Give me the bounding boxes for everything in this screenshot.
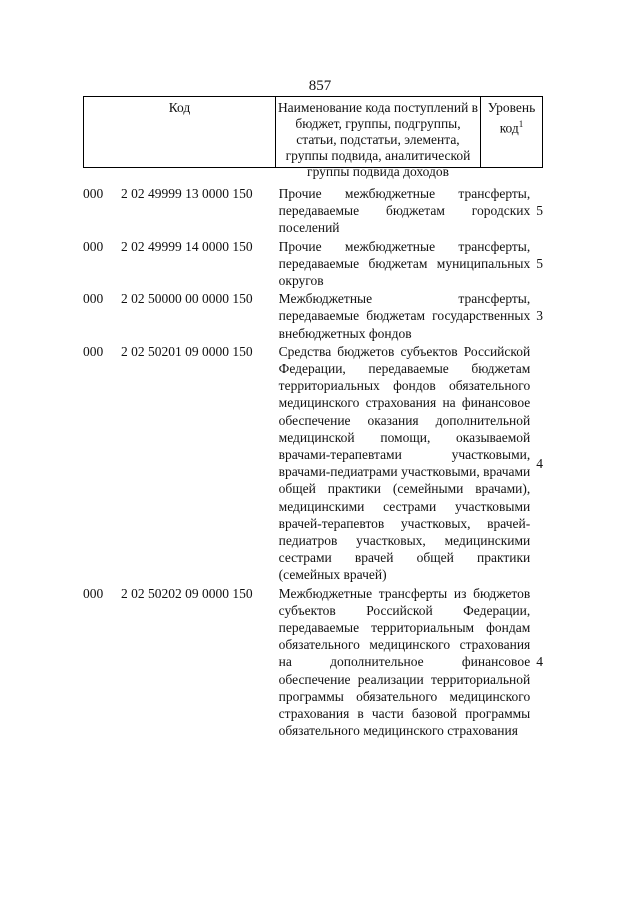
- row-level: 4: [536, 654, 543, 670]
- header-level: [481, 97, 542, 167]
- row-level: 3: [536, 308, 543, 324]
- page-number: 857: [308, 78, 332, 94]
- header-level-text: Уровень код: [487, 100, 536, 136]
- row-admin-code: 000: [83, 238, 104, 254]
- header-code: Код: [84, 97, 276, 167]
- table-header: [83, 96, 543, 179]
- table-row: [83, 343, 543, 584]
- row-admin-code: 000: [83, 291, 104, 307]
- table-body: [83, 185, 543, 741]
- row-admin-code: 000: [83, 186, 104, 201]
- row-admin-code: 000: [83, 585, 104, 601]
- table-row: [83, 238, 543, 290]
- table-row: [83, 185, 543, 237]
- row-name: Средства бюджетов субъектов Российской Федерации, передаваемые бюджетам территориальных фондов обязательного медицинского страхования на финансовое обеспечение оказания дополнительной медицинской помощи, оказываемой врачами-терапевтами участковыми, врачами-педиатрами участковыми, врачами общей практики (семейными врачами), медицинскими сестрами участковыми врачей-терапевтов участковых, врачей-педиатров участковых, медицинскими сестрами врачей общей практики (семейных врачей): [278, 343, 531, 583]
- row-level: 5: [536, 255, 543, 271]
- row-admin-code: 000: [83, 343, 104, 359]
- row-income-code: 2 02 50201 09 0000 150: [120, 343, 253, 359]
- row-name: Межбюджетные трансферты из бюджетов субъектов Российской Федерации, передаваемые территориальным фондам обязательного медицинского страхования на дополнительное финансовое обеспечение реализации территориальной программы обязательного медицинского страхования в части базовой программы обязательного медицинского страхования: [278, 585, 531, 739]
- row-income-code: 2 02 49999 14 0000 150: [120, 238, 253, 254]
- row-name: Межбюджетные трансферты, передаваемые бюджетам государственных внебюджетных фондов: [278, 291, 531, 341]
- row-income-code: 2 02 49999 13 0000 150: [120, 186, 253, 201]
- row-income-code: 2 02 50202 09 0000 150: [120, 585, 253, 601]
- table-row: [83, 290, 543, 342]
- table-row: [83, 585, 543, 740]
- row-level: 5: [536, 203, 543, 219]
- row-level: 4: [536, 455, 543, 471]
- header-level-footnote: 1: [518, 119, 524, 129]
- row-name: Прочие межбюджетные трансферты, передаваемые бюджетам муниципальных округов: [278, 238, 531, 289]
- row-income-code: 2 02 50000 00 0000 150: [120, 291, 253, 307]
- header-row: [83, 96, 543, 179]
- header-name: Наименование кода поступлений в бюджет, группы, подгруппы, статьи, подстатьи, элемента, группы подвида, аналитической группы подвида доходов: [276, 97, 481, 167]
- row-name: Прочие межбюджетные трансферты, передаваемые бюджетам городских поселений: [278, 186, 531, 236]
